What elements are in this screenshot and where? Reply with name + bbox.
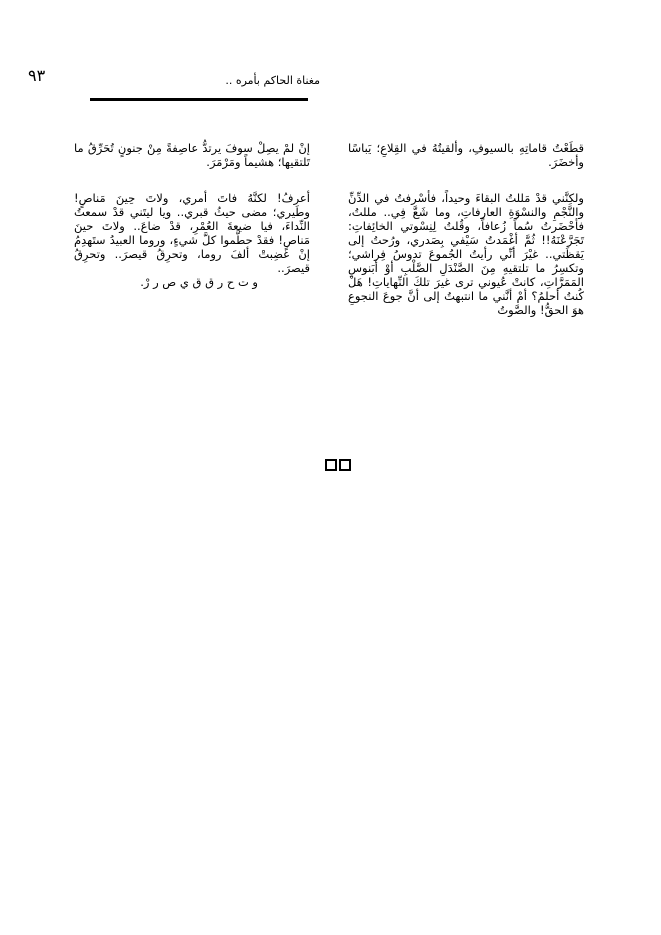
left-paragraph-3: و ت ح ر ق ق ي ص ر رْ. [140, 275, 258, 289]
ornament-square-icon [339, 459, 351, 471]
right-paragraph-2: ولكِنَّني قدْ مَللتُ البقاءَ وحيداً، فأسْرفتُ في الدِّنِّ والنَّجْمِ والنسْوَةِ العارفاتِ، وما شَعَّ فِي.. مللتُ، فأحْضَرتُ سُماً زُعافاً، وقُلتُ لِنِسْوتي الخائِفاتِ: تَجَرَّعْنَهُ!! ثُمَّ أغْمَدتُ سَيْفي بِصَدري، ورُحتُ إلى يَقظَتي.. غيْرَ أنِّي رأيتُ الجُموعَ تدوسُ فِراشي؛ وتكسِرُ ما تلتقيهِ مِنَ الصَّنْدَلِ الصَّلْبِ أوْ أبَنوسِ المَمَرَّاتِ، كانتْ عُيوني ترى غيرَ تلكَ النِّهاياتِ! هَلْ كُنتُ أحلمُ؟ أمْ أنَّني ما انتبهتُ إلى أنَّ جوعَ النجوعِ هوَ الحقُّ! والصَّوتُ [348, 191, 584, 317]
header-rule [90, 98, 308, 101]
left-paragraph-2: أعرفُ! لكنَّهُ فاتَ أمري، ولاتَ حِينَ مَناصٍ! وطَيري؛ مضى حيثُ قبري.. ويا ليتَني قدْ سمعتُ النِّداءَ، فيا ضيعةَ العُمْرِ، قدْ ضاعَ.. ولاتَ حينَ مَناصٍ! فقدْ حطَّموا كلَّ شيءٍ، وروما العبيدُ ستَهدِمُ إنْ غضِبتْ ألفَ روما، وتحرِقُ قيصرَ.. وتحرِقُ قيصرَ.. [74, 191, 310, 275]
running-title: مغناة الحاكم بأمره .. [225, 74, 320, 87]
left-column [74, 141, 310, 289]
page-number: ٩٣ [28, 66, 46, 85]
end-ornament [325, 459, 351, 471]
right-column [348, 141, 584, 317]
ornament-square-icon [325, 459, 337, 471]
right-paragraph-1: قطَعْتُ قاماتِهِ بالسيوفِ، وألقيتُهُ في القِلاعِ؛ يَباسًا وأخضَرَ. [348, 141, 584, 169]
left-paragraph-1: إنْ لمْ يصِلْ سوفَ يرتدُّ عاصِفةً مِنْ جنونٍ تُحَرِّقُ ما تَلتقيها؛ هشيماً ومَرْمَرَ. [74, 141, 310, 169]
